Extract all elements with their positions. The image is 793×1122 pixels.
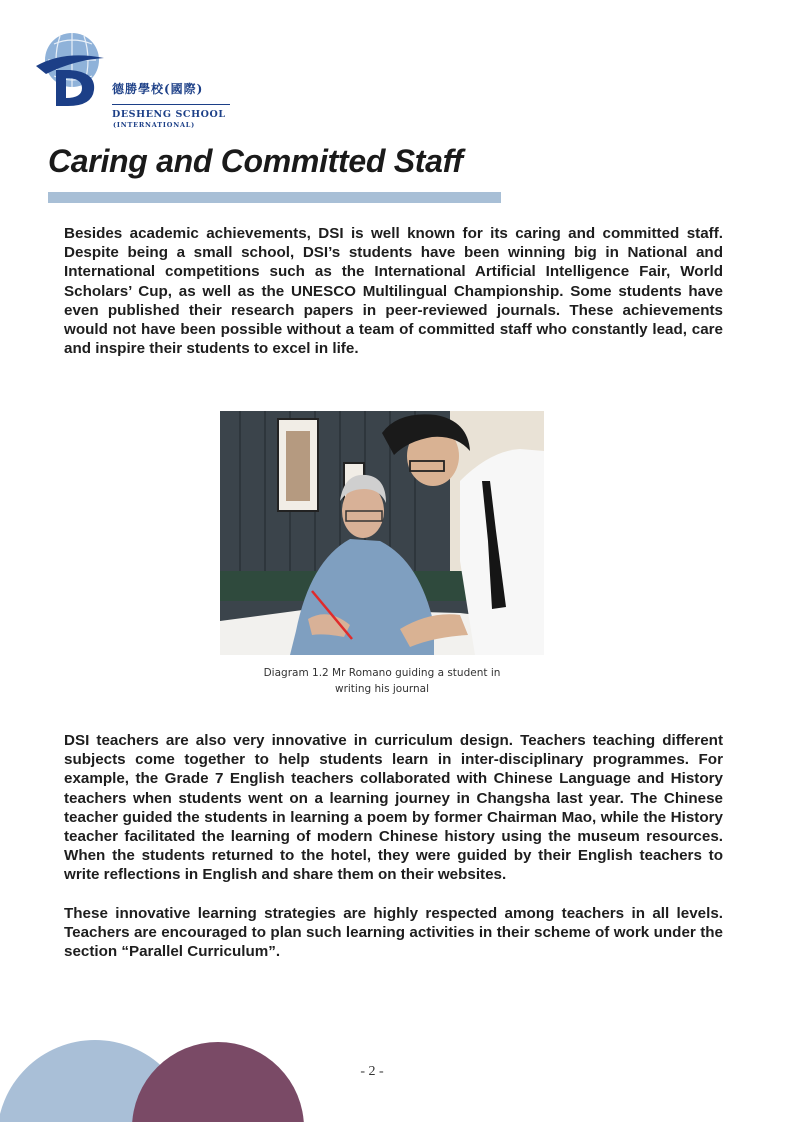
logo-subtitle: (INTERNATIONAL) <box>113 121 196 129</box>
globe-d-emblem-icon <box>34 30 106 108</box>
photo-illustration <box>220 411 544 655</box>
decorative-circles <box>0 1020 320 1122</box>
title-underline-bar <box>48 192 501 203</box>
logo-divider <box>112 104 230 105</box>
caption-line-1: Diagram 1.2 Mr Romano guiding a student in <box>263 667 501 679</box>
logo-chinese-name: 德勝學校(國際) <box>112 82 204 96</box>
curriculum-paragraph: DSI teachers are also very innovative in curriculum design. Teachers teaching different subjects come together to help students learn in inter-disciplinary programmes. For example, the Grade 7 English teachers collaborated with Chinese Language and History teachers when students went on a learning journey in Changsha last year. The Chinese teacher guided the students in learning a poem by former Chairman Mao, while the History teacher facilitated the learning of modern Chinese history using the museum resources. When the students returned to the hotel, they were guided by their English teachers to write reflections in English and share them on their websites. <box>64 732 723 884</box>
plum-circle-shape <box>132 1042 304 1122</box>
caption-line-2: writing his journal <box>334 683 430 695</box>
strategies-paragraph: These innovative learning strategies are highly respected among teachers in all levels. Teachers are encouraged to plan such learning activities in their scheme of work under the section “Parallel Curriculum”. <box>64 905 723 961</box>
intro-paragraph: Besides academic achievements, DSI is well known for its caring and committed staff. Despite being a small school, DSI’s students have been winning big in National and International competitions such as the International Artificial Intelligence Fair, World Scholars’ Cup, as well as the UNESCO Multilingual Championship. Some students have even published their research papers in peer-reviewed journals. These achievements would not have been possible without a team of committed staff who constantly lead, care and inspire their students to excel in life. <box>64 225 723 358</box>
school-logo <box>34 30 244 129</box>
photo-caption <box>244 665 520 697</box>
page-title: Caring and Committed Staff <box>48 143 463 179</box>
photo-teacher-guiding-student <box>220 411 544 655</box>
page-number: - 2 - <box>360 1064 384 1079</box>
logo-english-name: DESHENG SCHOOL <box>112 109 226 120</box>
